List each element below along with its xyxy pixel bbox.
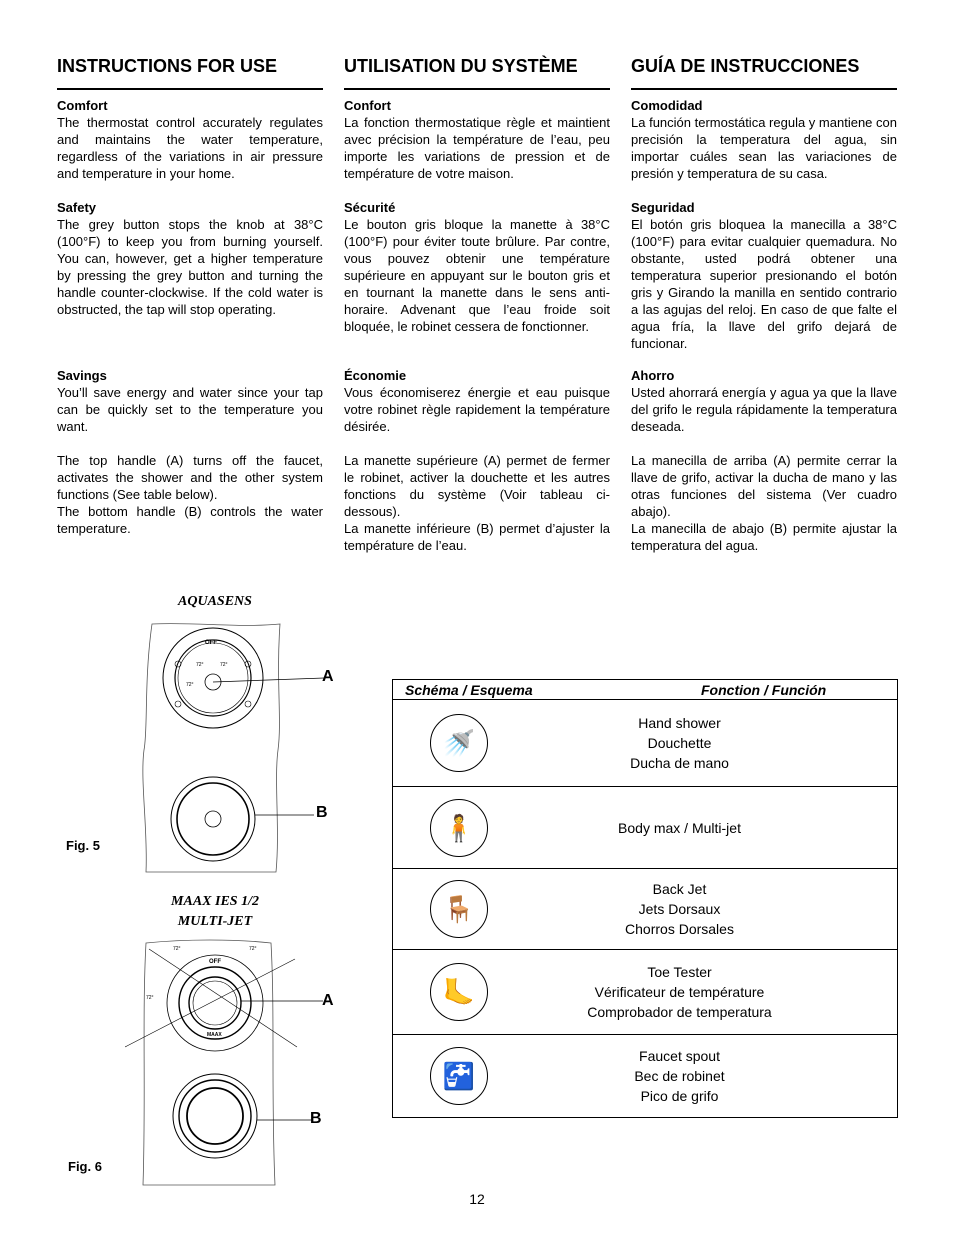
header-function: Fonction / Función (561, 680, 898, 700)
savings-text: Usted ahorrará energía y agua ya que la llave del grifo le regula rápidamente la temperatura deseada. (631, 385, 897, 434)
table-row (393, 950, 898, 1035)
dial-temp-label: 72° (186, 682, 194, 688)
column-title: UTILISATION DU SYSTÈME (344, 56, 578, 76)
function-text (561, 950, 898, 1035)
table-row (393, 700, 898, 787)
function-en: Toe Tester (647, 964, 712, 980)
handle-b-label: B (310, 1110, 322, 1127)
dial-temp-label: 72° (220, 662, 228, 668)
section-title-safety: Safety (57, 200, 97, 215)
function-text (561, 869, 898, 950)
divider (344, 88, 610, 90)
function-text (561, 787, 898, 869)
handle-b-text: The bottom handle (B) controls the water temperature. (57, 504, 323, 536)
comfort-text: La fonction thermostatique règle et maintient avec précision la température de l’eau, peu importe les variations de pression et de température de votre maison. (344, 115, 610, 181)
function-en: Back Jet (652, 881, 707, 897)
function-es: Ducha de mano (630, 755, 729, 771)
function-es: Comprobador de temperatura (587, 1004, 772, 1020)
function-en: Body max / Multi-jet (618, 819, 741, 836)
dial-off-label: OFF (205, 640, 217, 646)
dial-temp-label: 72° (173, 946, 181, 952)
section-title-safety: Seguridad (631, 200, 695, 215)
divider (631, 88, 897, 90)
safety-text: The grey button stops the knob at 38°C (100°F) to keep you from burning yourself. You can, however, get a higher temperature by pressing the grey button and turning the handle counter-clockwise. If the cold water is obstructed, the tap will stop operating. (57, 217, 323, 317)
section-title-savings: Économie (344, 368, 407, 383)
dial-temp-label: 72° (196, 662, 204, 668)
handle-b-text: La manette inférieure (B) permet d’ajuster la température de l’eau. (344, 521, 610, 553)
handle-a-text: La manette supérieure (A) permet de fermer le robinet, activer la douchette et les autres fonctions du système (Voir tableau ci-dessous). (344, 453, 610, 519)
section-title-comfort: Comfort (57, 98, 108, 113)
function-text (561, 700, 898, 787)
fig5-label: Fig. 5 (66, 838, 100, 853)
body-jets-icon: 🧍 (430, 799, 488, 857)
toe-tester-icon: 🦶 (430, 963, 488, 1021)
section-title-savings: Ahorro (631, 368, 675, 383)
savings-text: Vous économiserez énergie et eau puisque votre robinet règle rapidement la température désirée. (344, 385, 610, 434)
page-number: 12 (469, 1191, 485, 1207)
handle-a-text: La manecilla de arriba (A) permite cerrar la llave de grifo, activar la ducha de mano y las otras funciones del sistema (Ver cuadro abajo). (631, 453, 897, 519)
fig5-caption: AQUASENS (178, 594, 252, 609)
function-en: Faucet spout (639, 1048, 720, 1064)
fig6-caption-line1: MAAX IES 1/2 (171, 894, 259, 909)
function-en: Hand shower (638, 715, 721, 731)
function-table (392, 679, 898, 1118)
table-row (393, 787, 898, 869)
dial-temp-label: 72° (146, 995, 154, 1001)
dial-off-label: OFF (209, 959, 221, 965)
savings-text: You’ll save energy and water since your tap can be quickly set to the temperature you want. (57, 385, 323, 434)
comfort-text: La función termostática regula y mantiene con precisión la temperatura del agua, sin importar cuáles sean las variaciones de presión y temperatura de su casa. (631, 115, 897, 181)
header-schema: Schéma / Esquema (393, 680, 562, 700)
section-title-safety: Sécurité (344, 200, 396, 215)
aquasens-valve-drawing (138, 620, 348, 876)
divider (57, 88, 323, 90)
table-header-row (393, 680, 898, 700)
function-text (561, 1035, 898, 1118)
safety-text: Le bouton gris bloque la manette à 38°C (100°F) pour éviter toute brûlure. Par contre, vous pouvez obtenir une température supérieure en appuyant sur le bouton gris et en tournant la manette dans le sens anti-horaire. Advenant que l’eau froide soit bloquée, le robinet cessera de fonctionner. (344, 217, 610, 334)
table-row (393, 869, 898, 950)
function-fr: Vérificateur de température (594, 984, 765, 1000)
fig6-label: Fig. 6 (68, 1159, 102, 1174)
fig6-caption (150, 892, 280, 932)
column-title: GUÍA DE INSTRUCCIONES (631, 56, 860, 76)
safety-text: El botón gris bloquea la manecilla a 38°C (100°F) para evitar cualquier quemadura. No obstante, usted podrá obtener una temperatura superior presionando el botón gris y Girando la manilla en sentido contrario a las agujas del reloj. En caso de que falte el agua fría, la llave del grifo dejará de funcionar. (631, 217, 897, 351)
handle-a-label: A (322, 668, 334, 685)
column-english (57, 52, 323, 537)
hand-shower-icon: 🚿 (430, 714, 488, 772)
back-jet-icon: 🪑 (430, 880, 488, 938)
dial-temp-label: 72° (249, 946, 257, 952)
handle-a-label: A (322, 992, 334, 1009)
section-title-comfort: Comodidad (631, 98, 703, 113)
function-es: Chorros Dorsales (625, 921, 734, 937)
fig6-caption-line2: MULTI-JET (177, 914, 253, 929)
section-title-savings: Savings (57, 368, 107, 383)
function-es: Pico de grifo (640, 1088, 719, 1104)
section-title-comfort: Confort (344, 98, 391, 113)
handle-b-text: La manecilla de abajo (B) permite ajustar la temperatura del agua. (631, 521, 897, 553)
handle-a-text: The top handle (A) turns off the faucet, activates the shower and the other system functions (See table below). (57, 453, 323, 502)
faucet-spout-icon: 🚰 (430, 1047, 488, 1105)
column-french (344, 52, 610, 554)
handle-b-label: B (316, 804, 328, 821)
column-title: INSTRUCTIONS FOR USE (57, 56, 278, 76)
table-row (393, 1035, 898, 1118)
dial-maax-label: MAAX (207, 1032, 222, 1038)
function-fr: Douchette (647, 735, 712, 751)
function-fr: Jets Dorsaux (638, 901, 721, 917)
comfort-text: The thermostat control accurately regulates and maintains the water temperature, regardless of the variations in air pressure and temperature in your home. (57, 115, 323, 181)
maax-multijet-valve-drawing (125, 935, 325, 1188)
column-spanish (631, 52, 897, 554)
function-fr: Bec de robinet (634, 1068, 725, 1084)
